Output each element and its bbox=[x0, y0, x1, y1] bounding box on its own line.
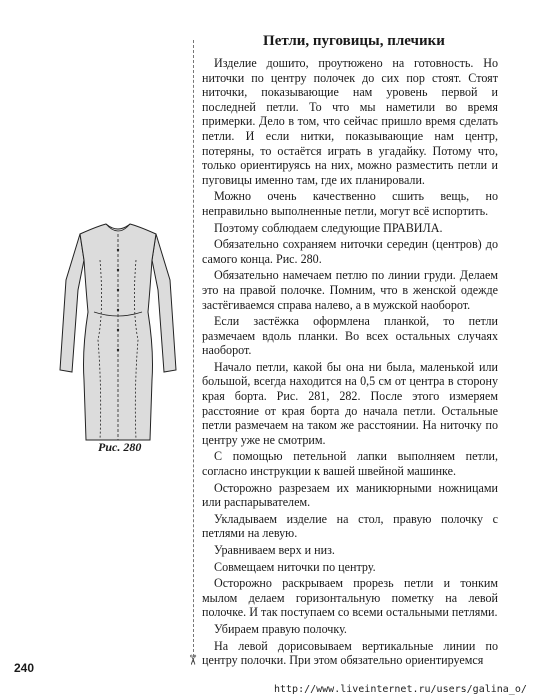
paragraph: Совмещаем ниточки по центру. bbox=[214, 559, 376, 574]
paragraph: Осторожно разрезаем их маникюрными ножницами или распарывателем. bbox=[202, 480, 498, 510]
figure-caption: Рис. 280 bbox=[98, 440, 142, 454]
paragraph: На левой дорисовываем вертикальные линии по центру полочки. При этом обязательно ориентируемся bbox=[202, 638, 498, 668]
cut-line-divider bbox=[193, 40, 194, 662]
paragraph: Обязательно сохраняем ниточки середин (центров) до самого конца. Рис. 280. bbox=[202, 237, 498, 266]
paragraph: Если застёжка оформлена планкой, то петли размечаем вдоль планки. Во всех остальных случаях наоборот. bbox=[202, 314, 498, 358]
paragraph: Можно очень качественно сшить вещь, но неправильно выполненные петли, могут всё испортить. bbox=[202, 189, 498, 218]
paragraph: Изделие дошито, проутюжено на готовность. Но ниточки по центру полочек до сих пор стоят. Стоят ниточки, показывающие нам уровень первой и последней петли. То что мы наметили во время примерки. Дело в том, что сейчас пришло время сделать петли. И если нитки, показывающие нам центр, потеряны, то остаётся играть в угадайку. Потому что, только ориентируясь на них, можно разместить петли и пуговицы именно там, где их планировали. bbox=[202, 56, 498, 187]
paragraph: Уравниваем верх и низ. bbox=[214, 543, 335, 557]
paragraph: Обязательно намечаем петлю по линии груди. Делаем это на правой полочке. Помним, что в женской одежде застёгиваемся справа налево, а в мужской наоборот. bbox=[202, 268, 498, 312]
page-title: Петли, пуговицы, плечики bbox=[263, 33, 445, 49]
paragraph: С помощью петельной лапки выполняем петли, согласно инструкции к вашей швейной машинке. bbox=[202, 449, 498, 479]
dress-pattern-icon bbox=[58, 220, 178, 450]
paragraph: Поэтому соблюдаем следующие ПРАВИЛА. bbox=[214, 220, 443, 235]
page-number: 240 bbox=[14, 661, 35, 675]
paragraph: Начало петли, какой бы она ни была, маленькой или большой, всегда находится на 0,5 см от центра в сторону края борта. Рис. 281, 282. После этого измеряем расстояние от края борта до начала петли. Остальные петли размечаем на таком же расстоянии. На ниточку по центру уже не смотрим. bbox=[202, 359, 498, 447]
paragraph: Укладываем изделие на стол, правую полочку с петлями на левую. bbox=[202, 511, 498, 541]
body-text bbox=[202, 56, 498, 670]
watermark-url[interactable]: http://www.liveinternet.ru/users/galina_o/ bbox=[274, 684, 527, 695]
paragraph: Осторожно раскрываем прорезь петли и тонким мылом делаем горизонтальную пометку на левой полочке. И так поступаем со всеми остальными петлями. bbox=[202, 576, 498, 620]
paragraph: Убираем правую полочку. bbox=[214, 621, 347, 636]
scissors-icon: ✂ bbox=[183, 654, 200, 666]
